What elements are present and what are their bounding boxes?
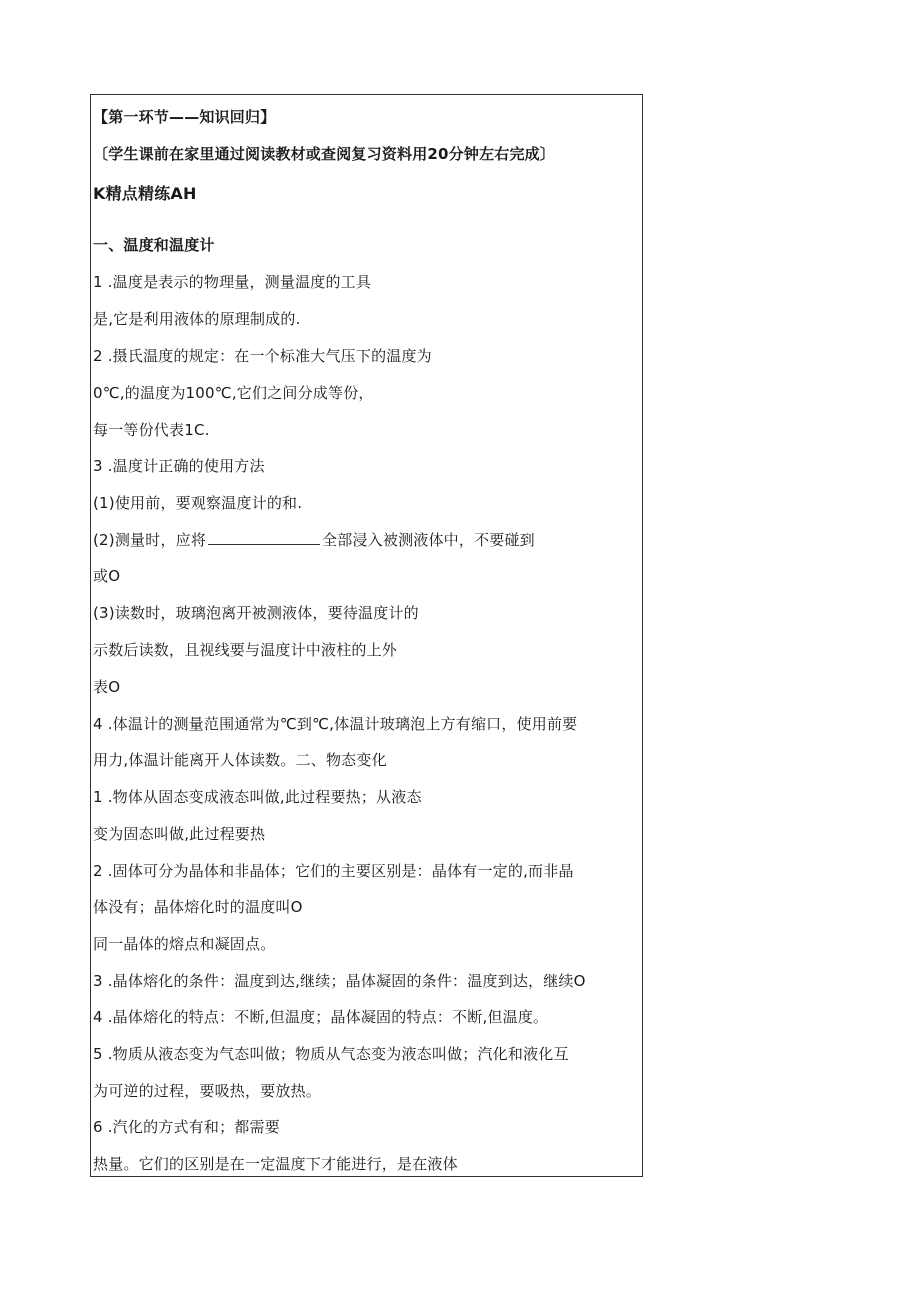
question-line: 3 .晶体熔化的条件：温度到达,继续；晶体凝固的条件：温度到达，继续O: [93, 972, 586, 990]
question-line: 为可逆的过程，要吸热，要放热。: [93, 1082, 322, 1100]
subtitle-practice: K精点精练AH: [93, 184, 197, 203]
question-line: 同一晶体的熔点和凝固点。: [93, 935, 276, 953]
question-line: 2 .固体可分为晶体和非晶体；它们的主要区别是：晶体有一定的,而非晶: [93, 862, 574, 880]
question-line: 热量。它们的区别是在一定温度下才能进行，是在液体: [93, 1155, 458, 1173]
question-line: 或O: [93, 567, 121, 585]
question-line: 每一等份代表1C.: [93, 421, 210, 439]
question-line: 2 .摄氏温度的规定：在一个标准大气压下的温度为: [93, 347, 432, 365]
question-line: 0℃,的温度为100℃,它们之间分成等份，: [93, 384, 374, 402]
question-line: (3)读数时，玻璃泡离开被测液体，要待温度计的: [93, 604, 419, 622]
question-line: 变为固态叫做,此过程要热: [93, 825, 266, 843]
question-line: 6 .汽化的方式有和；都需要: [93, 1118, 280, 1136]
instruction-note: 〔学生课前在家里通过阅读教材或查阅复习资料用20分钟左右完成〕: [93, 145, 556, 163]
question-text: (2)测量时，应将: [93, 531, 207, 549]
question-line: 表O: [93, 678, 121, 696]
question-text: 全部浸入被测液体中，不要碰到: [322, 531, 535, 549]
question-line: 用力,体温计能离开人体读数。二、物态变化: [93, 751, 387, 769]
section-title-review: 【第一环节——知识回归】: [93, 108, 276, 126]
question-line: 4 .体温计的测量范围通常为℃到℃,体温计玻璃泡上方有缩口，使用前要: [93, 715, 578, 733]
question-line: 体没有；晶体熔化时的温度叫O: [93, 898, 303, 916]
answer-blank: [208, 530, 320, 545]
question-line: 1 .温度是表示的物理量，测量温度的工具: [93, 273, 372, 291]
section-heading-temperature: 一、温度和温度计: [93, 236, 215, 254]
question-line: 5 .物质从液态变为气态叫做；物质从气态变为液态叫做；汽化和液化互: [93, 1045, 569, 1063]
question-line: 1 .物体从固态变成液态叫做,此过程要热；从液态: [93, 788, 422, 806]
question-line: (1)使用前，要观察温度计的和.: [93, 494, 303, 512]
question-line: 是,它是利用液体的原理制成的.: [93, 310, 301, 328]
question-line-with-blank: [93, 530, 535, 550]
question-line: 3 .温度计正确的使用方法: [93, 457, 265, 475]
question-line: 示数后读数，且视线要与温度计中液柱的上外: [93, 641, 398, 659]
question-line: 4 .晶体熔化的特点：不断,但温度；晶体凝固的特点：不断,但温度。: [93, 1008, 549, 1026]
